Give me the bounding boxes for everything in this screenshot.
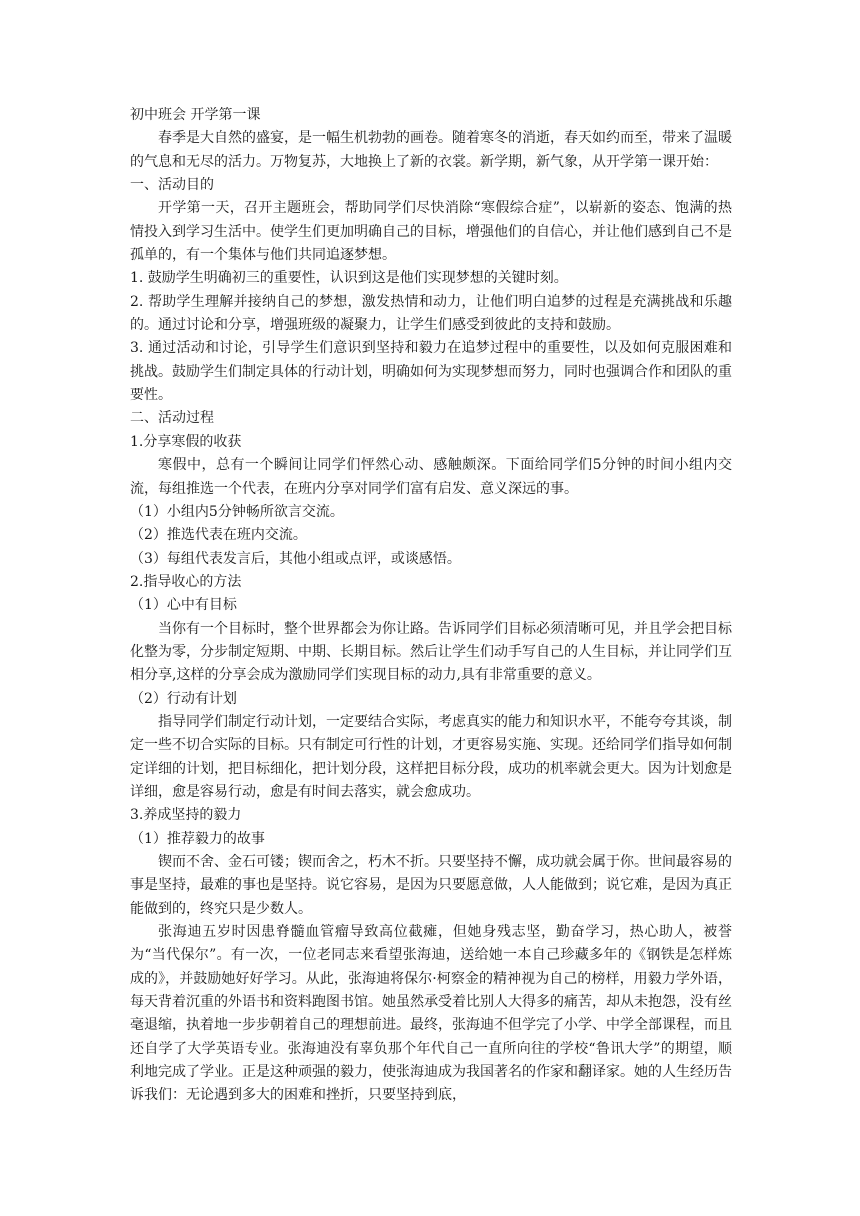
perseverance-story-heading: （1）推荐毅力的故事: [130, 830, 265, 847]
share-holiday-paragraph: 寒假中，总有一个瞬间让同学们怦然心动、感触颇深。下面给同学们5分钟的时间小组内交流，每组推选一个代表，在班内分享对同学们富有启发、意义深远的事。: [130, 457, 732, 497]
subheading-focus-methods: 2.指导收心的方法: [130, 573, 242, 590]
purpose-item-3: 3. 通过活动和讨论，引导学生们意识到坚持和毅力在追梦过程中的重要性，以及如何克服困难和挑战。鼓励学生们制定具体的行动计划，明确如何为实现梦想而努力，同时也强调合作和团队的重要性。: [130, 340, 732, 404]
purpose-paragraph: 开学第一天，召开主题班会，帮助同学们尽快消除“寒假综合症”，以崭新的姿态、饱满的热情投入到学习生活中。使学生们更加明确自己的目标，增强他们的自信心，并让他们感到自己不是孤单的，有一个集体与他们共同追逐梦想。: [130, 200, 732, 264]
share-step-3: （3）每组代表发言后，其他小组或点评，或谈感悟。: [130, 550, 461, 567]
perseverance-paragraph: 锲而不舍、金石可镂；锲而舍之，朽木不折。只要坚持不懈，成功就会属于你。世间最容易的事是坚持，最难的事也是坚持。说它容易，是因为只要愿意做，人人能做到；说它难，是因为真正能做到的，终究只是少数人。: [130, 854, 732, 917]
zhang-haidi-paragraph: 张海迪五岁时因患脊髓血管瘤导致高位截瘫，但她身残志坚，勤奋学习，热心助人，被誉为“当代保尔”。有一次，一位老同志来看望张海迪，送给她一本自己珍藏多年的《钢铁是怎样炼成的》，并鼓励她好好学习。从此，张海迪将保尔·柯察金的精神视为自己的榜样，用毅力学外语，每天背着沉重的外语书和资料跑图书馆。她虽然承受着比别人大得多的痛苦，却从未抱怨，没有丝毫退缩，执着地一步步朝着自己的理想前进。最终，张海迪不但学完了小学、中学全部课程，而且还自学了大学英语专业。张海迪没有辜负那个年代自己一直所向往的学校“鲁讯大学”的期望，顺利地完成了学业。正是这种顽强的毅力，使张海迪成为我国著名的作家和翻译家。她的人生经历告诉我们：无论遇到多大的困难和挫折，只要坚持到底，: [130, 924, 732, 1104]
subheading-share-holiday: 1.分享寒假的收获: [130, 433, 242, 450]
document-title: 初中班会 开学第一课: [130, 107, 261, 123]
section-heading-process: 二、活动过程: [130, 410, 214, 427]
plan-paragraph: 指导同学们制定行动计划，一定要结合实际，考虑真实的能力和知识水平，不能夸夸其谈，制定一些不切合实际的目标。只有制定可行性的计划，才更容易实施、实现。还给同学们指导如何制定详细的计划，把目标细化，把计划分段，这样把目标分段，成功的机率就会更大。因为计划愈是详细，愈是容易行动，愈是有时间去落实，就会愈成功。: [130, 713, 732, 800]
document-body: [130, 104, 732, 1108]
method-heading-plan: （2）行动有计划: [130, 690, 237, 707]
purpose-item-1: 1. 鼓励学生明确初三的重要性，认识到这是他们实现梦想的关键时刻。: [130, 270, 568, 287]
purpose-item-2: 2. 帮助学生理解并接纳自己的梦想，激发热情和动力，让他们明白追梦的过程是充满挑战和乐趣的。通过讨论和分享，增强班级的凝聚力，让学生们感受到彼此的支持和鼓励。: [130, 293, 732, 334]
share-step-1: （1）小组内5分钟畅所欲言交流。: [130, 503, 344, 520]
intro-paragraph: 春季是大自然的盛宴，是一幅生机勃勃的画卷。随着寒冬的消逝，春天如约而至，带来了温暖的气息和无尽的活力。万物复苏，大地换上了新的衣裳。新学期，新气象，从开学第一课开始：: [130, 130, 732, 170]
section-heading-purpose: 一、活动目的: [130, 177, 214, 194]
method-heading-goal: （1）心中有目标: [130, 597, 237, 614]
goal-paragraph: 当你有一个目标时，整个世界都会为你让路。告诉同学们目标必须清晰可见，并且学会把目标化整为零，分步制定短期、中期、长期目标。然后让学生们动手写自己的人生目标，并让同学们互相分享,这样的分享会成为激励同学们实现目标的动力,具有非常重要的意义。: [130, 620, 732, 684]
subheading-perseverance: 3.养成坚持的毅力: [130, 807, 242, 824]
share-step-2: （2）推选代表在班内交流。: [130, 527, 307, 544]
